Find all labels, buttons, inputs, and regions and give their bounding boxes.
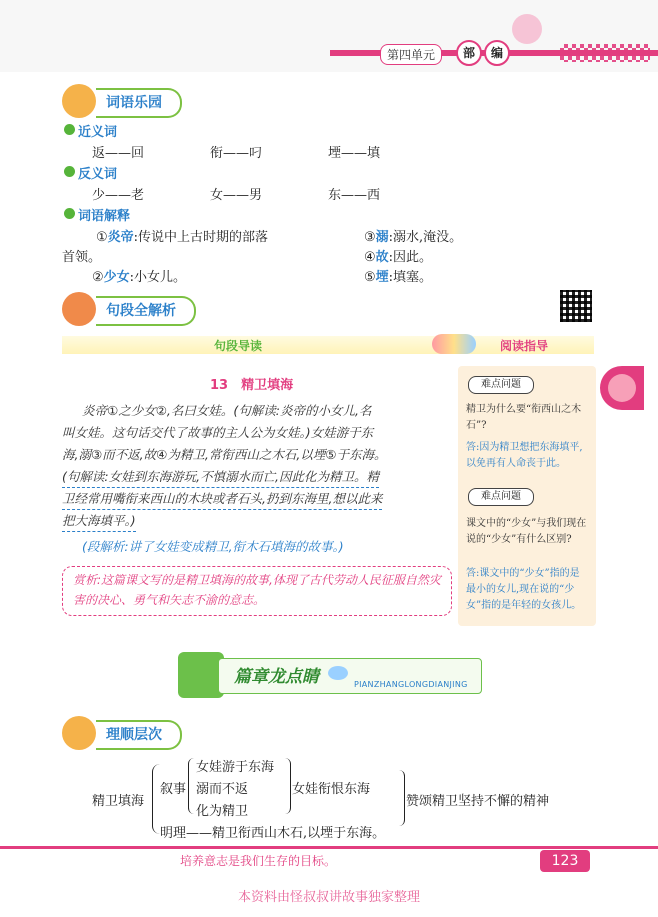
paragraph-note: (段解析:讲了女娃变成精卫,衔木石填海的故事。) [82,539,344,554]
girl-mascot-icon [512,14,542,44]
chapter-banner [178,652,482,698]
side-question: 精卫为什么要“衔西山之木石”? [466,404,582,431]
badge-bian: 编 [484,40,510,66]
difficulty-tag: 难点问题 [468,376,534,394]
synonym-pair: 堙——填 [328,146,381,161]
outline-root: 精卫填海 [92,794,145,809]
passage-line: 叫女娃。这句话交代了故事的主人公为女娃。)女娃游于东 [62,425,374,440]
section-title-vocab: 词语乐园 [96,88,182,118]
side-answer: 答:因为精卫想把东海填平,以免再有人命丧于此。 [466,442,583,469]
lion-mascot-icon [62,84,96,118]
guide-left-label: 句段导读 [214,339,263,353]
scholar-mascot-icon [62,716,96,750]
page-number: 123 [540,850,590,872]
outline-conclusion: 赞颂精卫坚持不懈的精神 [406,794,550,809]
bullet-icon [64,208,75,219]
antonym-pair: 女——男 [210,188,263,203]
synonym-pair: 衔——叼 [210,146,263,161]
outline-event: 化为精卫 [196,804,249,819]
passage-line: 海,溺③而不返,故④为精卫,常衔西山之木石,以堙⑤于东海。 [62,447,387,462]
difficulty-tag: 难点问题 [468,488,534,506]
antonym-pair: 少——老 [92,188,145,203]
explain-item: ⑤堙:填塞。 [364,270,433,285]
passage-line: 把大海填平。) [62,510,136,532]
side-question: 课文中的“少女”与我们现在说的“少女”有什么区别? [466,518,587,545]
footer-watermark: 本资料由怪叔叔讲故事独家整理 [237,890,420,905]
pointing-hand-icon [328,666,348,680]
passage-line: 卫经常用嘴衔来西山的木块或者石头,扔到东海里,想以此来 [62,488,382,510]
side-answer: 答:课文中的“少女”指的是最小的女儿,现在说的“少女”指的是年轻的女孩儿。 [466,568,582,611]
appreciation-box [62,566,452,616]
banner-title: 篇章龙点睛 [234,667,319,687]
brace-right-outer [398,770,405,826]
explain-item: ①炎帝:传说中上古时期的部落 [96,230,269,245]
rainbow-icon [432,334,476,354]
antonyms-label: 反义词 [78,167,118,182]
reading-guide-box [458,366,596,626]
guide-right-label: 阅读指导 [500,339,549,353]
banner-pinyin: PIANZHANGLONGDIANJING [354,680,468,689]
lesson-title: 13 精卫填海 [210,378,294,393]
badge-bu: 部 [456,40,482,66]
brace-right [284,758,291,814]
synonyms-label: 近义词 [78,125,118,140]
passage-line: 炎帝①之少女②,名曰女娃。(句解读:炎帝的小女儿,名 [82,403,372,418]
bullet-icon [64,166,75,177]
synonym-pair: 返——回 [92,146,145,161]
outline-mid: 女娃衔恨东海 [292,782,371,797]
unit-label: 第四单元 [380,44,442,65]
outline-narrate: 叙事 [160,782,187,797]
explain-item-cont: 首领。 [62,250,102,265]
explain-item: ④故:因此。 [364,250,433,265]
passage-line: (句解读:女娃到东海游玩,不慎溺水而亡,因此化为精卫。精 [62,466,379,488]
explain-item: ②少女:小女儿。 [92,270,187,285]
outline-event: 溺而不返 [196,782,249,797]
outline-reason: 明理——精卫衔西山木石,以堙于东海。 [160,826,386,841]
footer-motto: 培养意志是我们生存的目标。 [180,854,337,868]
explain-item: ③溺:溺水,淹没。 [364,230,463,245]
brace-inner [188,758,195,814]
explain-label: 词语解释 [78,209,131,224]
lion-mascot-icon [62,292,96,326]
antonym-pair: 东——西 [328,188,381,203]
appreciation-text: 赏析:这篇课文写的是精卫填海的故事,体现了古代劳动人民征服自然灾害的决心、勇气和矢志不渝的意志。 [73,573,441,607]
checker-decoration [560,44,650,62]
bullet-icon [64,124,75,135]
outline-event: 女娃游于东海 [196,760,275,775]
qr-code-icon[interactable] [560,290,592,322]
section-title-structure: 理顺层次 [96,720,182,750]
side-tab-icon [600,366,644,410]
section-title-analysis: 句段全解析 [96,296,196,326]
footer-line [0,846,658,849]
